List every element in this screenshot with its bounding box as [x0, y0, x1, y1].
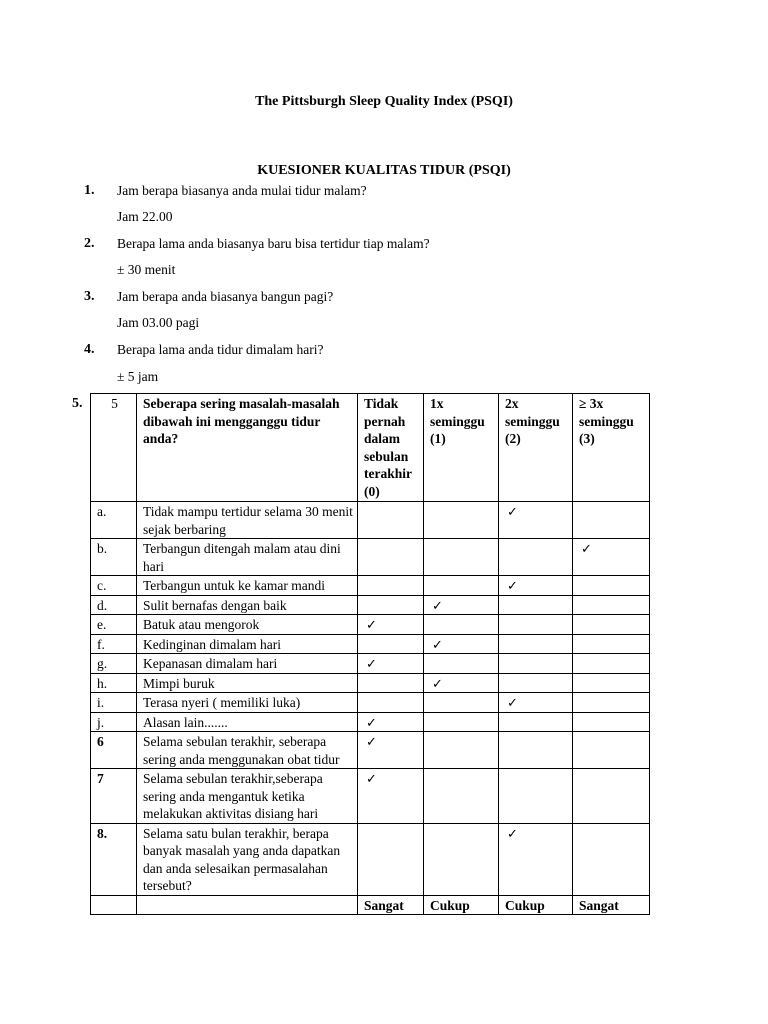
answer-cell-1 — [424, 654, 499, 674]
answer-cell-2 — [499, 693, 573, 713]
checkmark-icon: ✓ — [507, 826, 518, 842]
row-question: Batuk atau mengorok — [137, 615, 358, 635]
answer-cell-3 — [573, 673, 650, 693]
answer-cell-3 — [573, 539, 650, 576]
table-footer-row — [91, 895, 650, 915]
row-question: Selama sebulan terakhir, seberapa sering anda menggunakan obat tidur — [137, 732, 358, 769]
answer-cell-3 — [573, 576, 650, 596]
footer-empty-question — [137, 895, 358, 915]
answer-cell-3 — [573, 654, 650, 674]
answer-cell-0 — [358, 634, 424, 654]
answer-cell-2 — [499, 615, 573, 635]
row-question: Terasa nyeri ( memiliki luka) — [137, 693, 358, 713]
row-question: Kepanasan dimalam hari — [137, 654, 358, 674]
checkmark-icon: ✓ — [366, 618, 377, 633]
question-5-number: 5. — [72, 396, 83, 411]
footer-label-0: Sangat — [358, 895, 424, 915]
answer-cell-1 — [424, 539, 499, 576]
table-row — [91, 732, 650, 769]
row-code: b. — [91, 539, 137, 576]
question-4-answer: ± 5 jam — [117, 369, 159, 384]
answer-cell-2 — [499, 595, 573, 615]
psqi-table — [90, 393, 650, 915]
row-question: Tidak mampu tertidur selama 30 menit sejak berbaring — [137, 502, 358, 539]
table-row — [91, 539, 650, 576]
question-1-answer: Jam 22.00 — [117, 209, 173, 224]
row-question: Kedinginan dimalam hari — [137, 634, 358, 654]
row-code: h. — [91, 673, 137, 693]
answer-cell-0 — [358, 712, 424, 732]
answer-cell-1 — [424, 595, 499, 615]
header-col-0: Tidak pernah dalam sebulan terakhir (0) — [358, 394, 424, 502]
question-3-number: 3. — [84, 289, 95, 304]
table-row — [91, 634, 650, 654]
answer-cell-2 — [499, 576, 573, 596]
answer-cell-0 — [358, 732, 424, 769]
answer-cell-1 — [424, 769, 499, 824]
checkmark-icon: ✓ — [432, 676, 443, 692]
header-code: 5 — [91, 394, 137, 502]
answer-cell-2 — [499, 654, 573, 674]
answer-cell-2 — [499, 823, 573, 895]
row-question: Selama satu bulan terakhir, berapa banyak masalah yang anda dapatkan dan anda selesaikan permasalahan tersebut? — [137, 823, 358, 895]
table-row — [91, 654, 650, 674]
answer-cell-0 — [358, 539, 424, 576]
row-question: Terbangun ditengah malam atau dini hari — [137, 539, 358, 576]
table-row — [91, 823, 650, 895]
row-code: i. — [91, 693, 137, 713]
table-header-row — [91, 394, 650, 502]
answer-cell-3 — [573, 615, 650, 635]
answer-cell-3 — [573, 502, 650, 539]
row-question: Sulit bernafas dengan baik — [137, 595, 358, 615]
question-2-text: Berapa lama anda biasanya baru bisa tertidur tiap malam? — [117, 236, 430, 251]
table-row — [91, 502, 650, 539]
answer-cell-3 — [573, 595, 650, 615]
row-code: 8. — [91, 823, 137, 895]
table-row — [91, 595, 650, 615]
answer-cell-0 — [358, 769, 424, 824]
question-2-answer: ± 30 menit — [117, 262, 176, 277]
checkmark-icon: ✓ — [366, 657, 377, 672]
row-code: 6 — [91, 732, 137, 769]
row-code: e. — [91, 615, 137, 635]
answer-cell-1 — [424, 693, 499, 713]
row-question: Selama sebulan terakhir,seberapa sering anda mengantuk ketika melakukan aktivitas disiang hari — [137, 769, 358, 824]
checkmark-icon: ✓ — [366, 735, 377, 750]
answer-cell-1 — [424, 823, 499, 895]
answer-cell-2 — [499, 673, 573, 693]
answer-cell-0 — [358, 502, 424, 539]
header-col-1: 1x seminggu (1) — [424, 394, 499, 502]
checkmark-icon: ✓ — [581, 542, 592, 557]
footer-label-3: Sangat — [573, 895, 650, 915]
checkmark-icon: ✓ — [432, 598, 443, 614]
footer-empty-code — [91, 895, 137, 915]
answer-cell-2 — [499, 769, 573, 824]
answer-cell-1 — [424, 576, 499, 596]
checkmark-icon: ✓ — [432, 637, 443, 653]
checkmark-icon: ✓ — [366, 715, 377, 731]
row-question: Terbangun untuk ke kamar mandi — [137, 576, 358, 596]
question-1-number: 1. — [84, 183, 95, 198]
question-3-text: Jam berapa anda biasanya bangun pagi? — [117, 289, 334, 304]
answer-cell-1 — [424, 634, 499, 654]
answer-cell-2 — [499, 502, 573, 539]
table-row — [91, 693, 650, 713]
answer-cell-3 — [573, 769, 650, 824]
row-code: c. — [91, 576, 137, 596]
table-row — [91, 615, 650, 635]
question-3-answer: Jam 03.00 pagi — [117, 315, 200, 330]
answer-cell-1 — [424, 732, 499, 769]
row-code: a. — [91, 502, 137, 539]
checkmark-icon: ✓ — [507, 579, 518, 594]
question-4-number: 4. — [84, 342, 95, 357]
header-col-2: 2x seminggu (2) — [499, 394, 573, 502]
checkmark-icon: ✓ — [507, 505, 518, 520]
answer-cell-0 — [358, 823, 424, 895]
header-col-3: ≥ 3x seminggu (3) — [573, 394, 650, 502]
answer-cell-1 — [424, 502, 499, 539]
answer-cell-0 — [358, 673, 424, 693]
table-row — [91, 576, 650, 596]
question-4-text: Berapa lama anda tidur dimalam hari? — [117, 342, 324, 357]
answer-cell-1 — [424, 615, 499, 635]
row-code: 7 — [91, 769, 137, 824]
answer-cell-0 — [358, 615, 424, 635]
row-question: Alasan lain....... — [137, 712, 358, 732]
header-question: Seberapa sering masalah-masalah dibawah ini mengganggu tidur anda? — [137, 394, 358, 502]
row-question: Mimpi buruk — [137, 673, 358, 693]
answer-cell-3 — [573, 732, 650, 769]
answer-cell-1 — [424, 712, 499, 732]
answer-cell-2 — [499, 539, 573, 576]
answer-cell-3 — [573, 693, 650, 713]
kuesioner-title: KUESIONER KUALITAS TIDUR (PSQI) — [257, 163, 511, 178]
answer-cell-0 — [358, 595, 424, 615]
table-row — [91, 673, 650, 693]
answer-cell-2 — [499, 634, 573, 654]
question-2-number: 2. — [84, 236, 95, 251]
footer-label-2: Cukup — [499, 895, 573, 915]
row-code: d. — [91, 595, 137, 615]
answer-cell-2 — [499, 732, 573, 769]
answer-cell-3 — [573, 634, 650, 654]
question-1-text: Jam berapa biasanya anda mulai tidur malam? — [117, 183, 367, 198]
checkmark-icon: ✓ — [366, 772, 377, 787]
answer-cell-2 — [499, 712, 573, 732]
answer-cell-3 — [573, 712, 650, 732]
footer-label-1: Cukup — [424, 895, 499, 915]
answer-cell-0 — [358, 576, 424, 596]
answer-cell-1 — [424, 673, 499, 693]
row-code: g. — [91, 654, 137, 674]
table-row — [91, 712, 650, 732]
table-row — [91, 769, 650, 824]
answer-cell-0 — [358, 693, 424, 713]
checkmark-icon: ✓ — [507, 696, 518, 711]
answer-cell-0 — [358, 654, 424, 674]
row-code: f. — [91, 634, 137, 654]
answer-cell-3 — [573, 823, 650, 895]
page-title: The Pittsburgh Sleep Quality Index (PSQI) — [255, 94, 513, 109]
row-code: j. — [91, 712, 137, 732]
